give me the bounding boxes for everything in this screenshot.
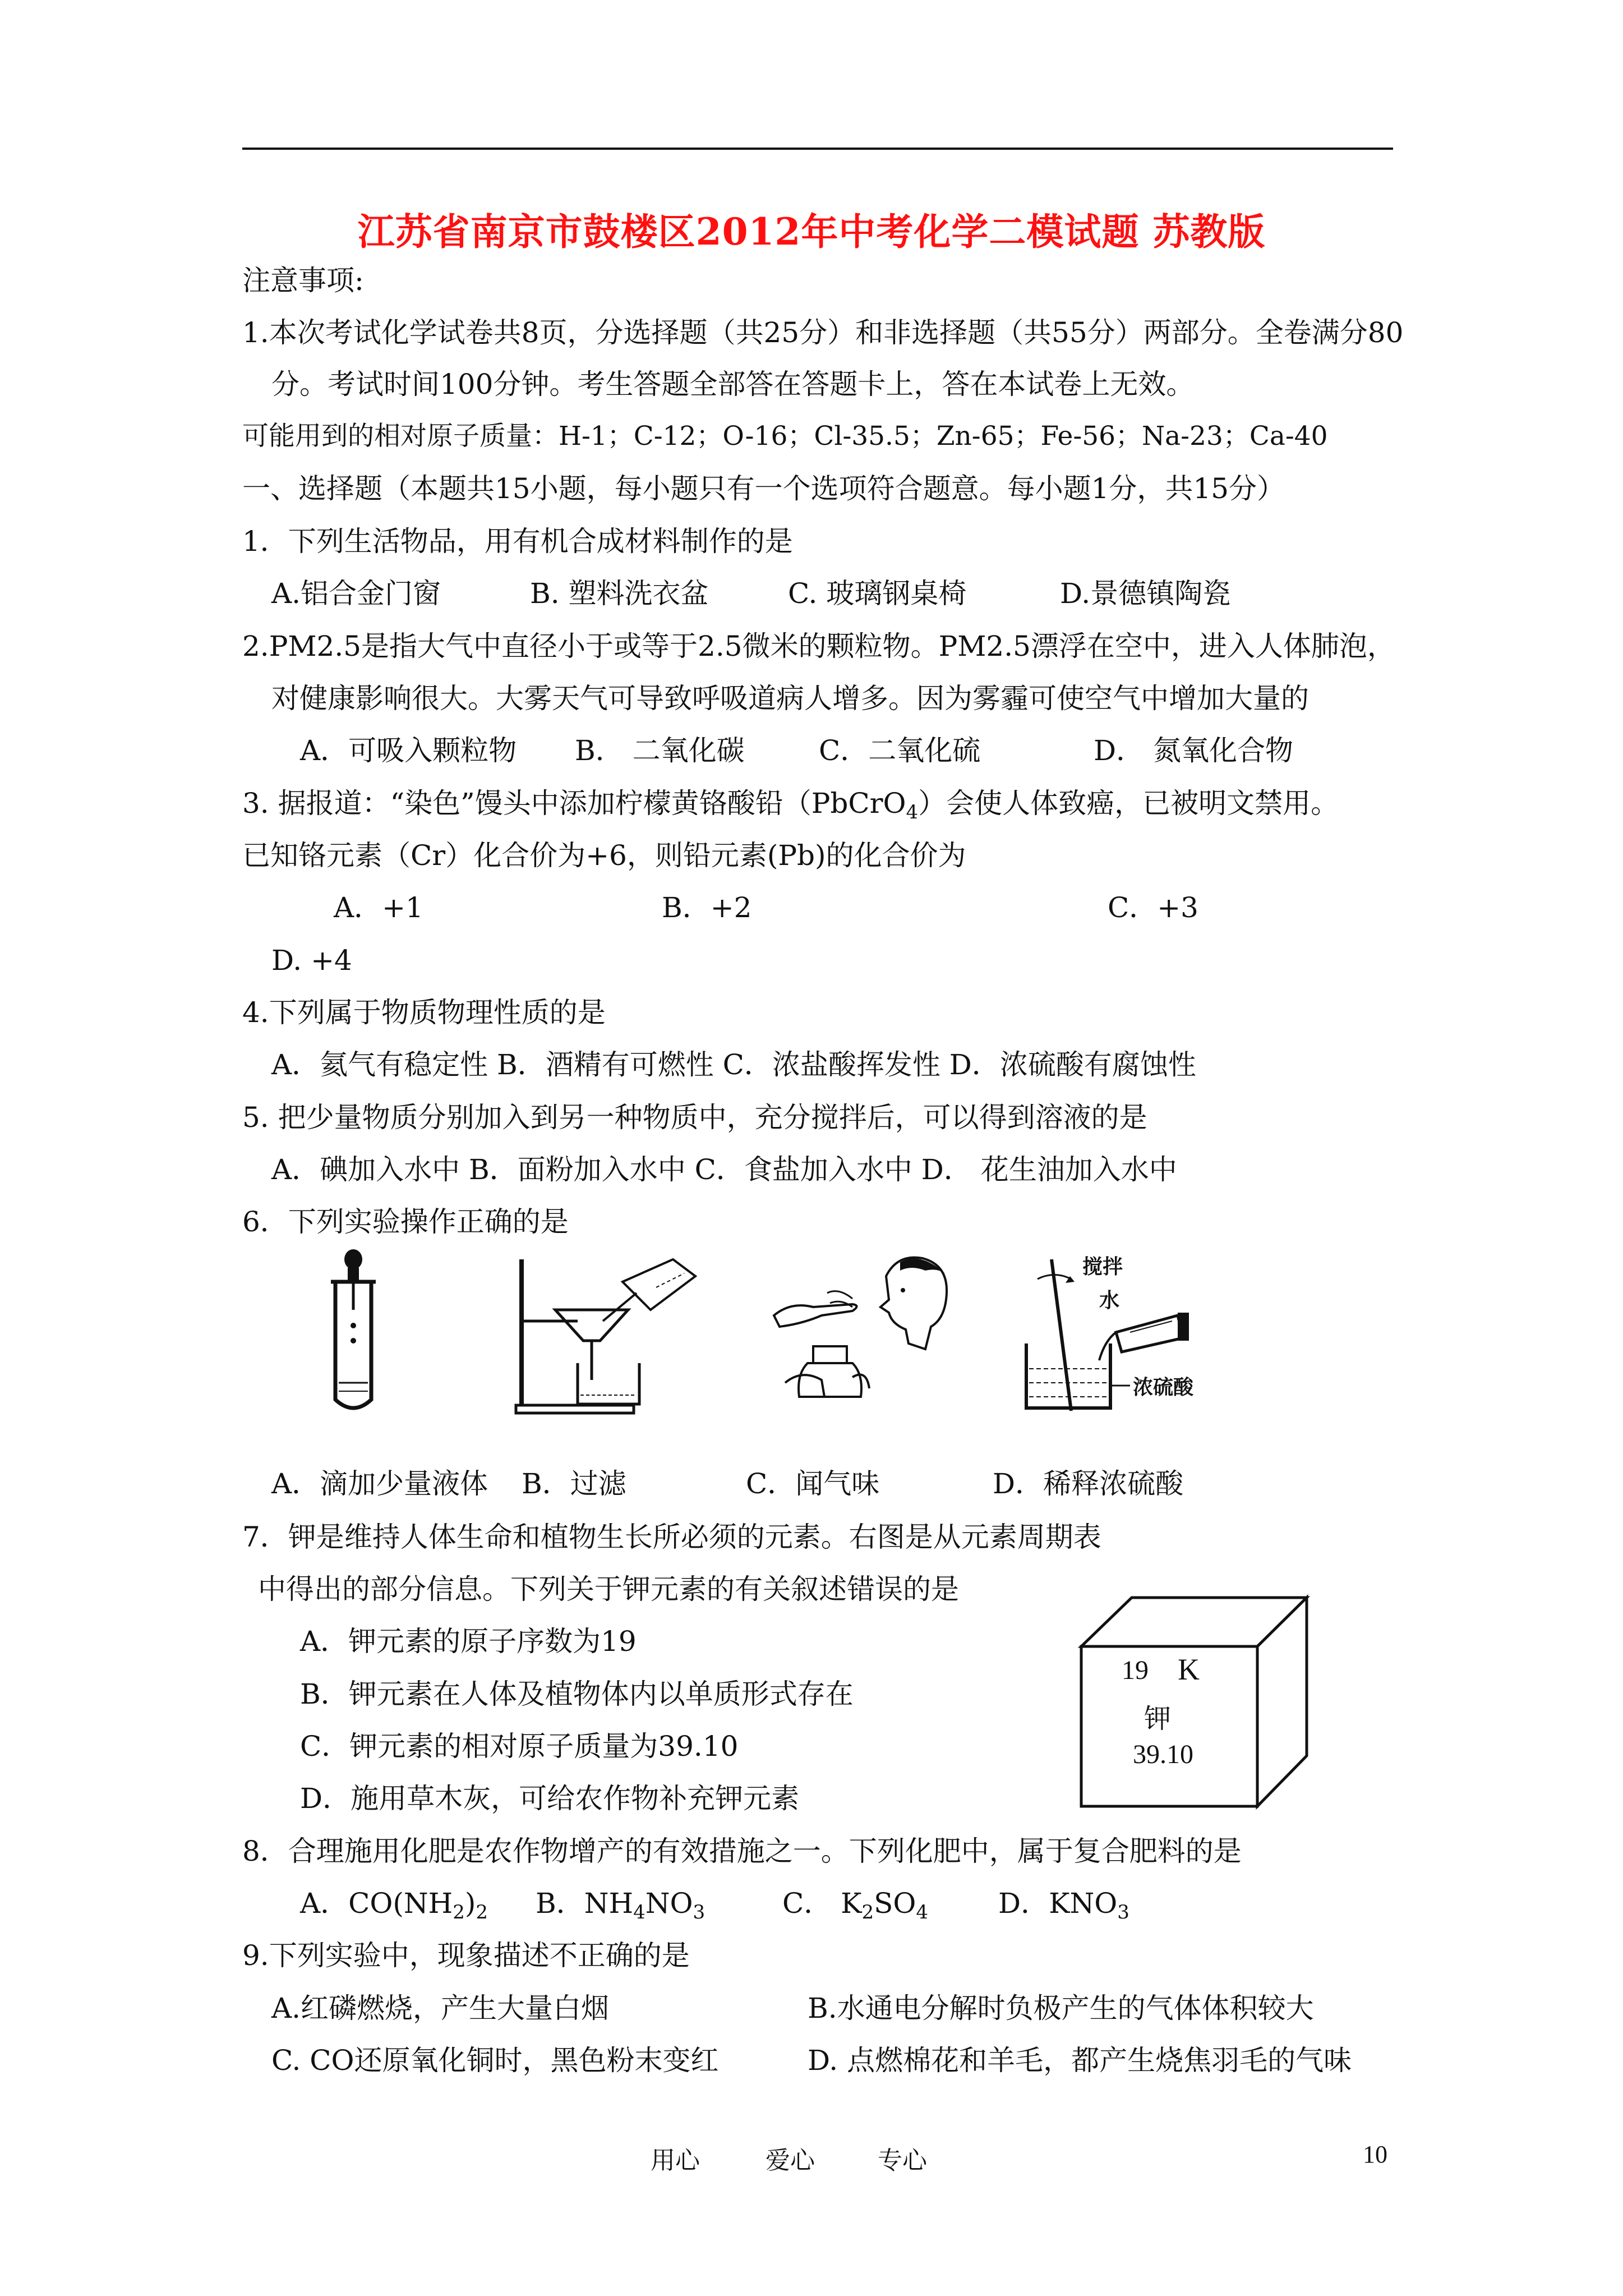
q6-option-a: A．滴加少量液体 xyxy=(271,1467,488,1500)
q6-option-c: C．闻气味 xyxy=(746,1467,880,1500)
cube-mass: 39.10 xyxy=(1133,1740,1193,1769)
q1-option-c: C. 玻璃钢桌椅 xyxy=(788,577,967,610)
section-heading: 一、选择题（本题共15小题，每小题只有一个选项符合题意。每小题1分，共15分） xyxy=(242,472,1285,505)
potassium-element-cube xyxy=(1077,1593,1312,1812)
q9-option-a: A.红磷燃烧，产生大量白烟 xyxy=(271,1992,610,2024)
atomic-masses: 可能用到的相对原子质量：H-1；C-12；O-16；Cl-35.5；Zn-65；Fe-56；Na-23；Ca-40 xyxy=(242,421,1328,452)
q6-option-b: B．过滤 xyxy=(522,1467,626,1500)
q2-stem-2: 对健康影响很大。大雾天气可导致呼吸道病人增多。因为雾霾可使空气中增加大量的 xyxy=(271,682,1309,715)
q7-stem-1: 7．钾是维持人体生命和植物生长所必须的元素。右图是从元素周期表 xyxy=(242,1521,1101,1553)
q3-option-d: D. +4 xyxy=(271,944,352,977)
q1-option-a: A.铝合金门窗 xyxy=(271,577,441,610)
header-rule xyxy=(242,148,1393,150)
q7-option-b: B．钾元素在人体及植物体内以单质形式存在 xyxy=(300,1678,854,1710)
q8-stem: 8．合理施用化肥是农作物增产的有效措施之一。下列化肥中，属于复合肥料的是 xyxy=(242,1835,1242,1867)
q5-stem: 5. 把少量物质分别加入到另一种物质中，充分搅拌后，可以得到溶液的是 xyxy=(242,1101,1147,1134)
q2-option-d: D． 氮氧化合物 xyxy=(1094,734,1293,767)
q1-option-d: D.景德镇陶瓷 xyxy=(1060,577,1231,610)
footer-motto-3: 专心 xyxy=(878,2146,927,2175)
q2-option-a: A．可吸入颗粒物 xyxy=(300,734,517,767)
q9-stem: 9.下列实验中，现象描述不正确的是 xyxy=(242,1939,690,1972)
q7-option-c: C．钾元素的相对原子质量为39.10 xyxy=(300,1730,739,1763)
page-number: 10 xyxy=(1363,2141,1387,2168)
q6-option-d: D．稀释浓硫酸 xyxy=(993,1467,1184,1500)
footer-motto-2: 爱心 xyxy=(766,2146,815,2175)
q4-stem: 4.下列属于物质物理性质的是 xyxy=(242,996,606,1029)
q3-option-a: A．+1 xyxy=(334,891,423,924)
q8-option-c: C． $K_2SO_4$ xyxy=(782,1887,929,1924)
label-conc-acid: 浓硫酸 xyxy=(1133,1376,1194,1399)
q1-stem: 1．下列生活物品，用有机合成材料制作的是 xyxy=(242,525,793,558)
q8-option-d: D．$KNO_3$ xyxy=(998,1887,1129,1924)
label-water: 水 xyxy=(1099,1289,1120,1312)
q7-option-a: A．钾元素的原子序数为19 xyxy=(300,1625,637,1658)
q9-option-b: B.水通电分解时负极产生的气体体积较大 xyxy=(808,1992,1314,2024)
q8-option-a: A．$CO(NH_2)_2$ xyxy=(300,1887,488,1924)
q6-stem: 6．下列实验操作正确的是 xyxy=(242,1205,569,1238)
q3-option-c: C．+3 xyxy=(1108,891,1198,924)
q1-option-b: B. 塑料洗衣盆 xyxy=(530,577,709,610)
cube-name: 钾 xyxy=(1144,1703,1172,1734)
q3-option-b: B．+2 xyxy=(662,891,752,924)
q2-option-b: B． 二氧化碳 xyxy=(575,734,745,767)
q3-stem-2: 已知铬元素（Cr）化合价为+6，则铅元素(Pb)的化合价为 xyxy=(242,839,966,872)
dropper-test-tube-figure xyxy=(314,1248,393,1416)
notes-heading: 注意事项: xyxy=(242,264,364,297)
filtration-figure xyxy=(505,1248,707,1416)
q2-option-c: C．二氧化硫 xyxy=(819,734,981,767)
q5-options: A．碘加入水中 B．面粉加入水中 C．食盐加入水中 D． 花生油加入水中 xyxy=(271,1153,1177,1186)
q7-option-d: D．施用草木灰，可给农作物补充钾元素 xyxy=(300,1782,800,1815)
q9-option-d: D. 点燃棉花和羊毛，都产生烧焦羽毛的气味 xyxy=(808,2044,1352,2077)
q2-stem-1: 2.PM2.5是指大气中直径小于或等于2.5微米的颗粒物。PM2.5漂浮在空中，进入人体肺泡， xyxy=(242,630,1395,662)
cube-atomic-number: 19 xyxy=(1122,1655,1149,1685)
q4-options: A．氦气有稳定性 B．酒精有可燃性 C．浓盐酸挥发性 D．浓硫酸有腐蚀性 xyxy=(271,1048,1196,1081)
q7-stem-2: 中得出的部分信息。下列关于钾元素的有关叙述错误的是 xyxy=(258,1573,959,1605)
q3-stem-1: 3. 据报道：“染色”馒头中添加柠檬黄铬酸铅（PbCrO$_4$）会使人体致癌，已被明文禁用。 xyxy=(242,787,1339,823)
note-1b: 分。考试时间100分钟。考生答题全部答在答题卡上，答在本试卷上无效。 xyxy=(271,368,1195,401)
note-1a: 1.本次考试化学试卷共8页，分选择题（共25分）和非选择题（共55分）两部分。全卷满分80 xyxy=(242,316,1404,349)
cube-symbol: K xyxy=(1178,1653,1200,1686)
q9-option-c: C. CO还原氧化铜时，黑色粉末变红 xyxy=(271,2044,719,2077)
page-title: 江苏省南京市鼓楼区2012年中考化学二模试题 苏教版 xyxy=(357,210,1266,254)
label-stir: 搅拌 xyxy=(1082,1255,1123,1278)
footer-motto-1: 用心 xyxy=(651,2146,700,2175)
smelling-figure xyxy=(768,1248,953,1416)
q8-option-b: B．$NH_4NO_3$ xyxy=(536,1887,706,1924)
